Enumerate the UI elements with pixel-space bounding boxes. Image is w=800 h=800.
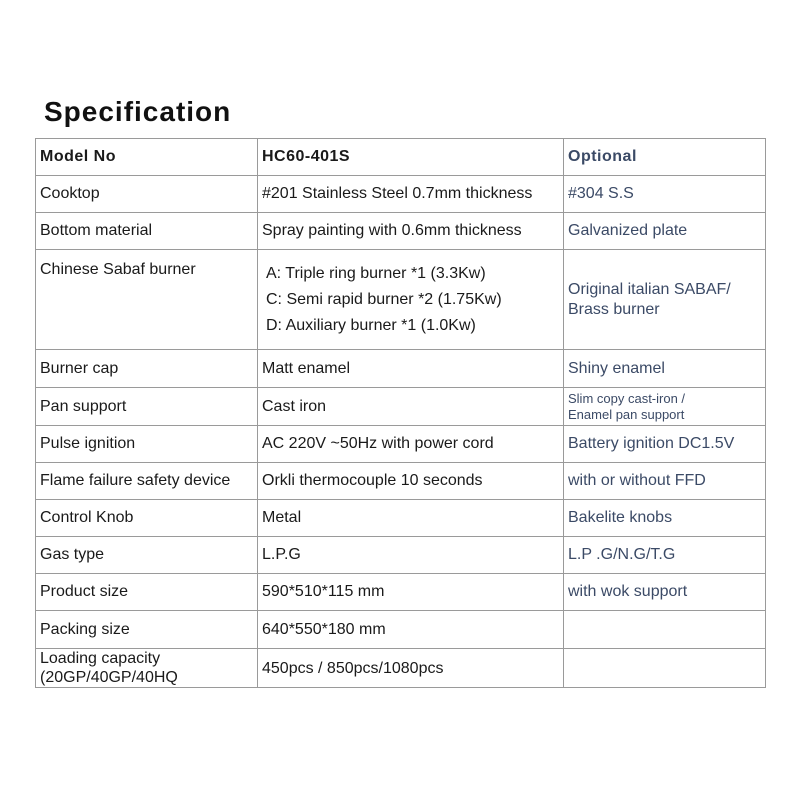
row-optional: with or without FFD [564, 463, 766, 500]
optional-line: Enamel pan support [568, 406, 685, 422]
table-row [36, 611, 766, 649]
table-row [36, 388, 766, 426]
loading-label-line: (20GP/40GP/40HQ [40, 669, 178, 687]
row-optional: with wok support [564, 574, 766, 611]
row-value: Metal [258, 500, 564, 537]
row-value: Cast iron [258, 388, 564, 426]
row-optional [564, 250, 766, 350]
table-row [36, 574, 766, 611]
row-optional [564, 649, 766, 688]
model-no-value: HC60-401S [258, 139, 564, 176]
table-row [36, 649, 766, 688]
row-optional: Battery ignition DC1.5V [564, 426, 766, 463]
page-title: Specification [44, 96, 232, 127]
table-row [36, 350, 766, 388]
table-row [36, 426, 766, 463]
row-value: 640*550*180 mm [258, 611, 564, 649]
burner-list [262, 261, 559, 339]
row-optional: #304 S.S [564, 176, 766, 213]
row-value: Orkli thermocouple 10 seconds [258, 463, 564, 500]
optional-line: Slim copy cast-iron / [568, 390, 686, 406]
row-label: Gas type [36, 537, 258, 574]
row-optional: Bakelite knobs [564, 500, 766, 537]
row-value: 450pcs / 850pcs/1080pcs [258, 649, 564, 688]
row-label: Control Knob [36, 500, 258, 537]
optional-line: Brass burner [568, 300, 660, 318]
row-label: Product size [36, 574, 258, 611]
table-row [36, 213, 766, 250]
row-value: Matt enamel [258, 350, 564, 388]
table-row [36, 463, 766, 500]
optional-header: Optional [564, 139, 766, 176]
table-row [36, 537, 766, 574]
row-value: #201 Stainless Steel 0.7mm thickness [258, 176, 564, 213]
row-label: Cooktop [36, 176, 258, 213]
row-value [258, 250, 564, 350]
row-value: 590*510*115 mm [258, 574, 564, 611]
row-label [36, 649, 258, 688]
row-label: Packing size [36, 611, 258, 649]
table-row [36, 250, 766, 350]
row-optional [564, 388, 766, 426]
row-optional: L.P .G/N.G/T.G [564, 537, 766, 574]
loading-label-line: Loading capacity [40, 650, 161, 667]
row-label: Chinese Sabaf burner [36, 250, 258, 350]
burner-item: C: Semi rapid burner *2 (1.75Kw) [266, 290, 502, 308]
burner-item: D: Auxiliary burner *1 (1.0Kw) [266, 316, 476, 334]
specification-table [35, 138, 766, 688]
row-label: Pan support [36, 388, 258, 426]
row-label: Bottom material [36, 213, 258, 250]
row-optional [564, 611, 766, 649]
burner-item: A: Triple ring burner *1 (3.3Kw) [266, 264, 486, 282]
row-optional: Galvanized plate [564, 213, 766, 250]
row-optional: Shiny enamel [564, 350, 766, 388]
row-value: Spray painting with 0.6mm thickness [258, 213, 564, 250]
table-row [36, 500, 766, 537]
row-label: Burner cap [36, 350, 258, 388]
table-row [36, 176, 766, 213]
row-label: Pulse ignition [36, 426, 258, 463]
row-value: AC 220V ~50Hz with power cord [258, 426, 564, 463]
row-label: Flame failure safety device [36, 463, 258, 500]
header-row [36, 139, 766, 176]
row-value: L.P.G [258, 537, 564, 574]
model-no-label: Model No [36, 139, 258, 176]
optional-line: Original italian SABAF/ [568, 281, 731, 299]
